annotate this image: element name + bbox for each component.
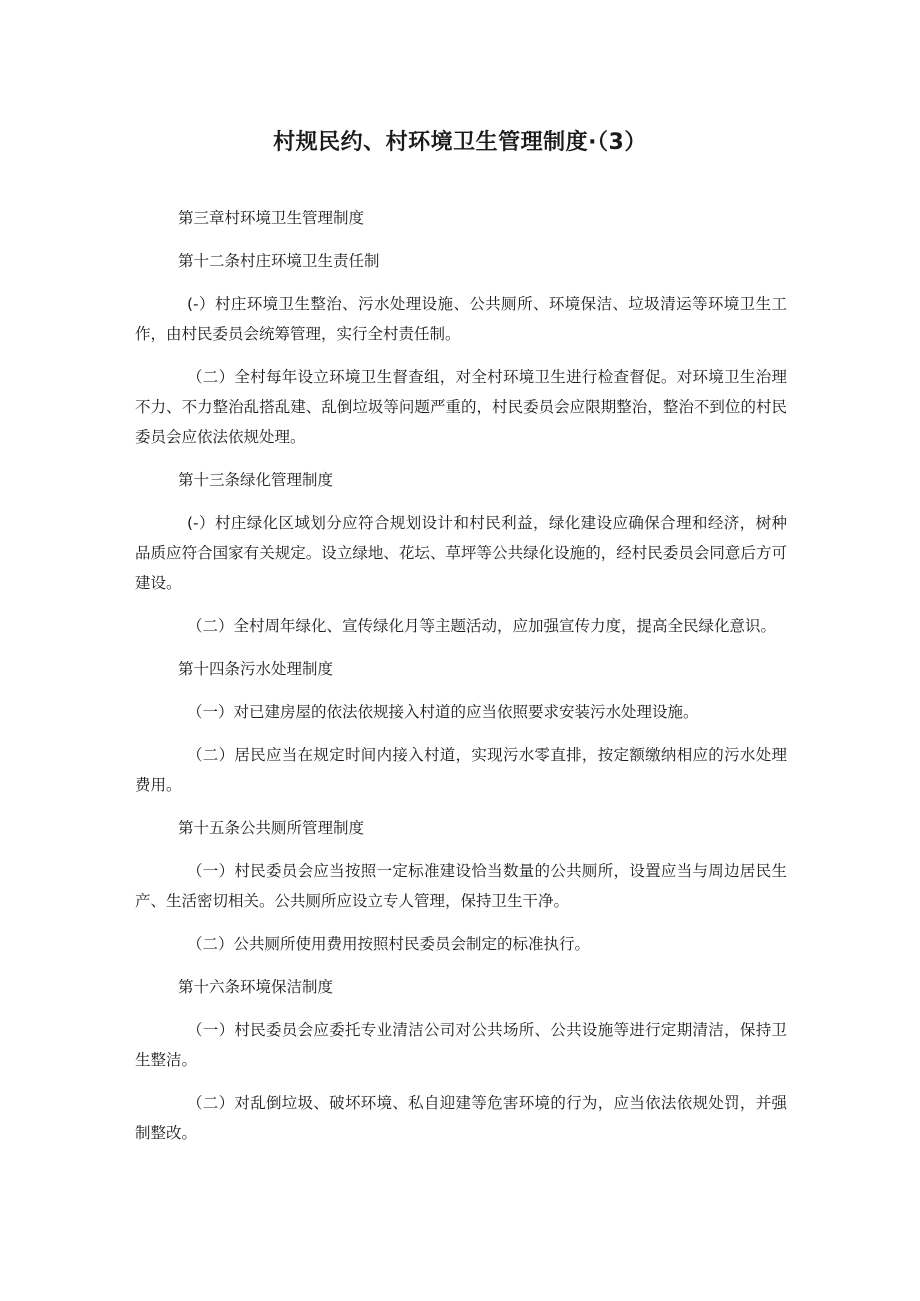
article-16-clause-2: （二）对乱倒垃圾、破坏环境、私自迎建等危害环境的行为，应当依法依规处罚，并强制整改。 [135,1094,787,1142]
article-12-heading: 第十二条村庄环境卫生责任制 [178,252,380,270]
article-14-heading: 第十四条污水处理制度 [178,660,334,678]
article-13-clause-1: (-）村庄绿化区域划分应符合规划设计和村民利益，绿化建设应确保合理和经济，树种品质应符合国家有关规定。设立绿地、花坛、草坪等公共绿化设施的，经村民委员会同意后方可建设。 [135,514,787,592]
article-12-clause-1: (-）村庄环境卫生整治、污水处理设施、公共厕所、环境保洁、垃圾清运等环境卫生工作，由村民委员会统筹管理，实行全村责任制。 [135,295,787,343]
article-12-clause-2: （二）全村每年设立环境卫生督查组，对全村环境卫生进行检查督促。对环境卫生治理不力、不力整治乱搭乱建、乱倒垃圾等问题严重的，村民委员会应限期整治，整治不到位的村民委员会应依法依规处理。 [135,368,787,446]
document-body [135,203,787,1161]
article-15-clause-1: （一）村民委员会应当按照一定标准建设恰当数量的公共厕所，设置应当与周边居民生产、生活密切相关。公共厕所应设立专人管理，保持卫生干净。 [135,862,787,910]
document-title: 村规民约、村环境卫生管理制度·（3） [273,130,647,155]
chapter-heading: 第三章村环境卫生管理制度 [178,209,365,227]
article-13-clause-2: （二）全村周年绿化、宣传绿化月等主题活动，应加强宣传力度，提高全民绿化意识。 [187,617,777,635]
article-15-clause-2: （二）公共厕所使用费用按照村民委员会制定的标准执行。 [187,935,591,953]
article-14-clause-1: （一）对已建房屋的依法依规接入村道的应当依照要求安装污水处理设施。 [187,703,699,721]
article-15-heading: 第十五条公共厕所管理制度 [178,819,365,837]
article-14-clause-2: （二）居民应当在规定时间内接入村道，实现污水零直排，按定额缴纳相应的污水处理费用。 [135,746,787,794]
article-16-heading: 第十六条环境保洁制度 [178,978,334,996]
article-16-clause-1: （一）村民委员会应委托专业清洁公司对公共场所、公共设施等进行定期清洁，保持卫生整洁。 [135,1021,787,1069]
article-13-heading: 第十三条绿化管理制度 [178,471,334,489]
